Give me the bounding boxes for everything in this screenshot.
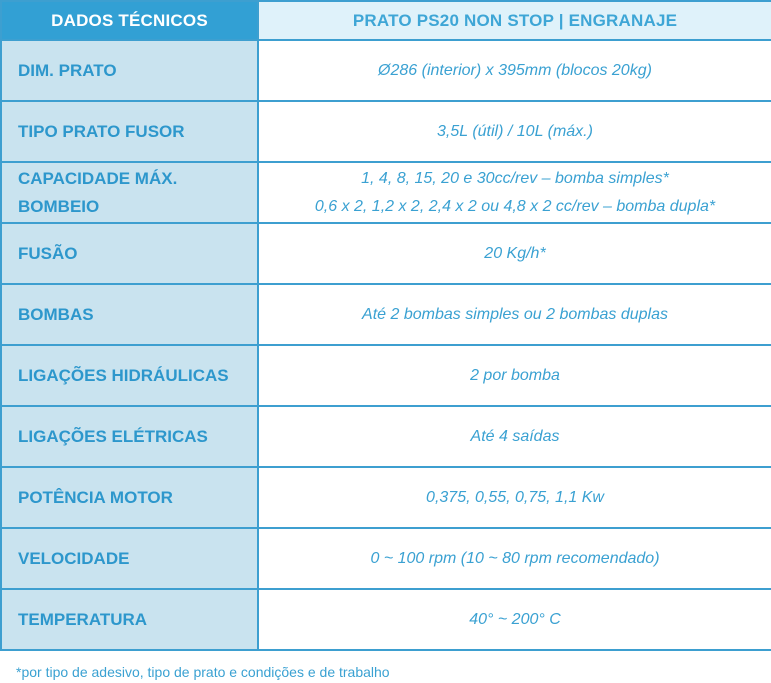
row-value (258, 406, 771, 467)
value-line: 3,5L (útil) / 10L (máx.) (437, 122, 593, 140)
value-line: Ø286 (interior) x 395mm (blocos 20kg) (378, 61, 652, 79)
row-label: FUSÃO (1, 223, 258, 284)
table-row (1, 101, 771, 162)
value-line: Até 4 saídas (470, 427, 560, 445)
row-label: LIGAÇÕES ELÉTRICAS (1, 406, 258, 467)
row-label: DIM. PRATO (1, 40, 258, 101)
row-label: VELOCIDADE (1, 528, 258, 589)
value-line: 40° ~ 200° C (469, 610, 561, 628)
row-value (258, 40, 771, 101)
row-value (258, 284, 771, 345)
row-value (258, 162, 771, 223)
value-line: 0 ~ 100 rpm (10 ~ 80 rpm recomendado) (370, 549, 660, 567)
value-line: 0,6 x 2, 1,2 x 2, 2,4 x 2 ou 4,8 x 2 cc/rev – bomba dupla* (314, 197, 716, 215)
table-row (1, 467, 771, 528)
row-label: CAPACIDADE MÁX. BOMBEIO (1, 162, 258, 223)
header-model-cell: PRATO PS20 NON STOP | ENGRANAJE (258, 1, 771, 40)
value-line: 0,375, 0,55, 0,75, 1,1 Kw (426, 488, 604, 506)
table-row (1, 223, 771, 284)
value-line: Até 2 bombas simples ou 2 bombas duplas (362, 305, 668, 323)
row-label: POTÊNCIA MOTOR (1, 467, 258, 528)
row-label: BOMBAS (1, 284, 258, 345)
table-row (1, 589, 771, 650)
row-value (258, 467, 771, 528)
row-value (258, 223, 771, 284)
row-value (258, 345, 771, 406)
row-label: LIGAÇÕES HIDRÁULICAS (1, 345, 258, 406)
value-line: 2 por bomba (470, 366, 560, 384)
row-label: TEMPERATURA (1, 589, 258, 650)
table-row (1, 162, 771, 223)
row-value (258, 528, 771, 589)
table-row (1, 40, 771, 101)
table-row (1, 406, 771, 467)
table-row (1, 345, 771, 406)
value-line: 20 Kg/h* (484, 244, 546, 262)
table-row (1, 284, 771, 345)
value-line: 1, 4, 8, 15, 20 e 30cc/rev – bomba simples* (361, 169, 669, 187)
table-row (1, 528, 771, 589)
row-value (258, 101, 771, 162)
header-label-cell: DADOS TÉCNICOS (1, 1, 258, 40)
footnote: *por tipo de adesivo, tipo de prato e condições e de trabalho (16, 664, 390, 680)
row-value (258, 589, 771, 650)
row-label: TIPO PRATO FUSOR (1, 101, 258, 162)
table-header-row (1, 1, 771, 40)
